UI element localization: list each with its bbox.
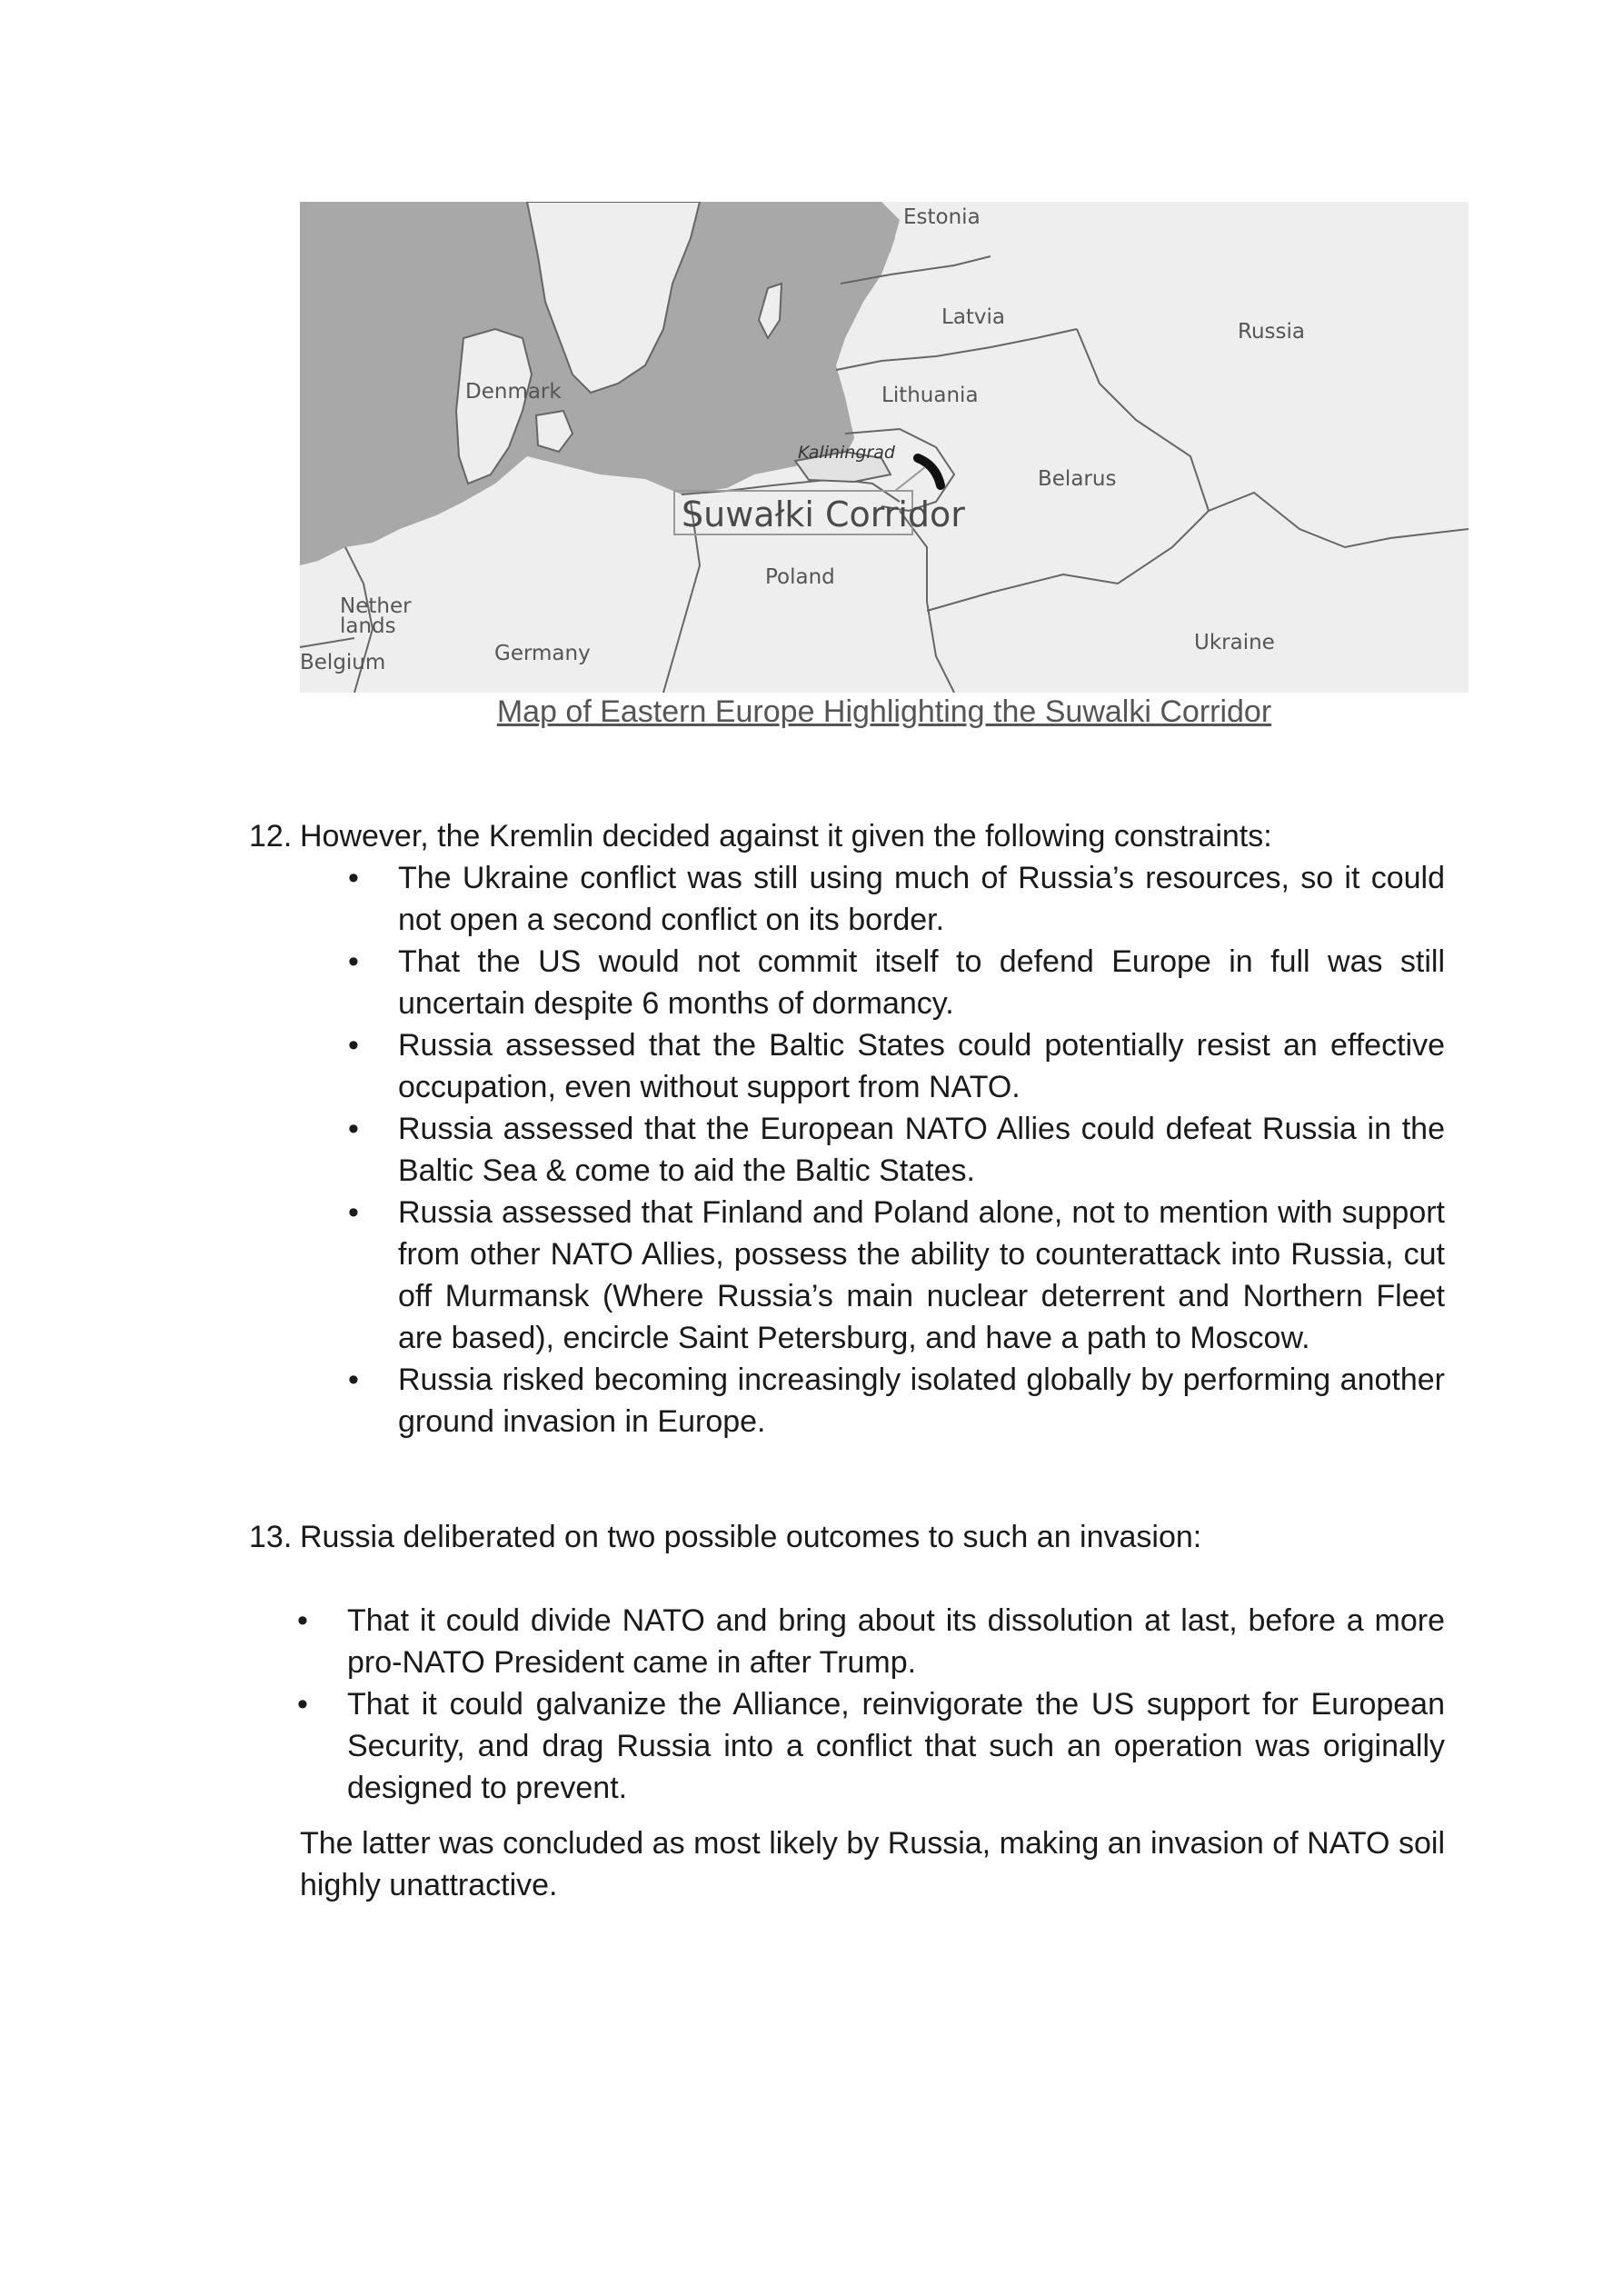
section-13-bullet bbox=[297, 1683, 1445, 1809]
map-svg bbox=[300, 202, 1469, 693]
map-label-estonia: Estonia bbox=[903, 205, 981, 229]
map-label-latvia: Latvia bbox=[941, 305, 1006, 329]
bullet-text: Russia assessed that the European NATO Allies could defeat Russia in the Baltic Sea & come to aid the Baltic States. bbox=[398, 1112, 1445, 1188]
map-label-belgium: Belgium bbox=[300, 651, 386, 674]
section-12-bullet bbox=[348, 1024, 1445, 1108]
bullet-text: The Ukraine conflict was still using much of Russia’s resources, so it could not open a second conflict on its border. bbox=[398, 861, 1445, 937]
map-label-denmark: Denmark bbox=[465, 380, 562, 404]
bullet-glyph: • bbox=[348, 944, 359, 979]
section-13-bullet-list bbox=[297, 1600, 1445, 1809]
bullet-text: Russia risked becoming increasingly isolated globally by performing another ground invasion in Europe. bbox=[398, 1363, 1445, 1439]
section-12-bullet bbox=[348, 941, 1445, 1024]
map-label-netherlands-2: lands bbox=[340, 614, 396, 638]
map-caption-link[interactable]: Map of Eastern Europe Highlighting the Suwalki Corridor bbox=[496, 694, 1272, 729]
bullet-glyph: • bbox=[348, 1195, 359, 1230]
section-12-bullet bbox=[348, 1108, 1445, 1192]
bullet-glyph: • bbox=[348, 1363, 359, 1397]
section-12-number: 12. bbox=[249, 819, 293, 854]
section-12-bullet bbox=[348, 1359, 1445, 1442]
section-13-bullet bbox=[297, 1600, 1445, 1683]
bullet-text: That it could galvanize the Alliance, reinvigorate the US support for European Security, and drag Russia into a conflict that such an operation was originally designed to prevent. bbox=[347, 1687, 1445, 1805]
section-13-intro: Russia deliberated on two possible outcomes to such an invasion: bbox=[300, 1520, 1202, 1554]
map-figure bbox=[300, 202, 1469, 693]
bullet-text: Russia assessed that the Baltic States could potentially resist an effective occupation, even without support from NATO. bbox=[398, 1028, 1445, 1104]
map-label-germany: Germany bbox=[494, 642, 591, 665]
bullet-glyph: • bbox=[348, 861, 359, 895]
bullet-glyph: • bbox=[297, 1603, 308, 1638]
bullet-text: That it could divide NATO and bring about its dissolution at last, before a more pro-NATO President came in after Trump. bbox=[347, 1603, 1445, 1680]
section-12-intro: However, the Kremlin decided against it given the following constraints: bbox=[300, 819, 1272, 854]
map-label-russia: Russia bbox=[1238, 320, 1305, 344]
map-label-netherlands-1: Nether bbox=[340, 594, 412, 618]
section-13-number: 13. bbox=[249, 1520, 293, 1554]
map-label-lithuania: Lithuania bbox=[881, 384, 979, 407]
map-label-suwalki-corridor: Suwałki Corridor bbox=[682, 494, 965, 534]
map-label-belarus: Belarus bbox=[1038, 467, 1117, 491]
bullet-glyph: • bbox=[348, 1028, 359, 1063]
bullet-glyph: • bbox=[297, 1687, 308, 1722]
bullet-text: That the US would not commit itself to defend Europe in full was still uncertain despite 6 months of dormancy. bbox=[398, 944, 1445, 1021]
section-13-conclusion: The latter was concluded as most likely by Russia, making an invasion of NATO soil highly unattractive. bbox=[300, 1826, 1445, 1902]
section-12-bullet-list bbox=[348, 857, 1445, 1442]
map-label-ukraine: Ukraine bbox=[1194, 631, 1275, 654]
map-label-poland: Poland bbox=[765, 565, 835, 589]
bullet-glyph: • bbox=[348, 1112, 359, 1146]
section-12-bullet bbox=[348, 1192, 1445, 1359]
bullet-text: Russia assessed that Finland and Poland alone, not to mention with support from other NATO Allies, possess the ability to counterattack into Russia, cut off Murmansk (Where Russia’s main nuclear deterrent and Northern Fleet are based), encircle Saint Petersburg, and have a path to Moscow. bbox=[398, 1195, 1445, 1355]
section-12-bullet bbox=[348, 857, 1445, 941]
map-label-kaliningrad: Kaliningrad bbox=[798, 443, 895, 463]
